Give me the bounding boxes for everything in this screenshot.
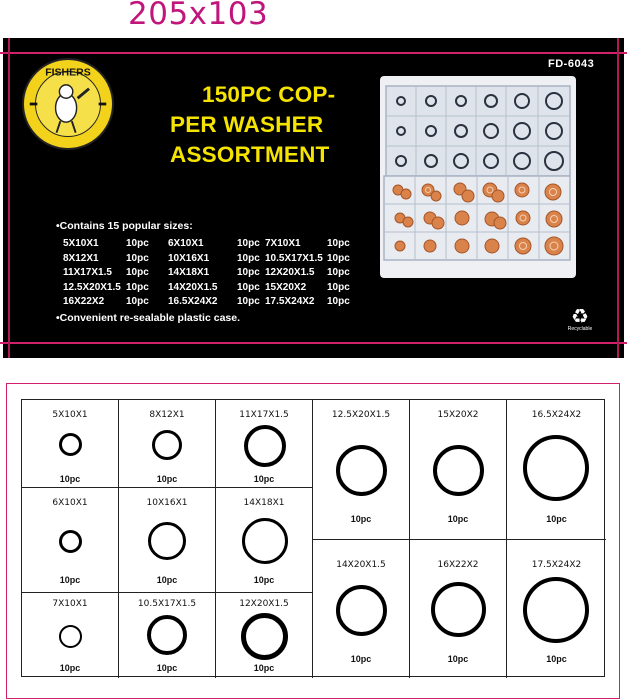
washer-ring	[242, 518, 288, 564]
dimension-label: 205x103	[128, 0, 269, 32]
washer-ring	[147, 615, 187, 655]
qty-text: 10pc	[327, 238, 350, 249]
title-line-2: PER WASHER	[170, 112, 324, 137]
brand-logo	[22, 58, 114, 150]
tray-cell	[507, 540, 606, 678]
tray-cell	[410, 540, 507, 678]
tray-cell	[22, 488, 119, 593]
recycle-icon: ♻	[571, 304, 589, 328]
sizes-row	[63, 295, 350, 310]
tray-cell-size: 14X18X1	[243, 498, 285, 508]
size-text: 16X22X2	[63, 296, 105, 307]
size-text: 11X17X1.5	[63, 267, 112, 278]
qty-text: 10pc	[237, 238, 260, 249]
size-text: 6X10X1	[168, 238, 204, 249]
washer-ring	[59, 433, 82, 456]
washer-ring	[523, 577, 589, 643]
washer-ring	[59, 530, 82, 553]
logo-text: FISHERS	[45, 66, 91, 79]
tray-cell	[507, 400, 606, 540]
tray-cell-qty: 10pc	[253, 575, 275, 585]
recycle-badge	[566, 306, 594, 332]
washer-ring	[336, 585, 387, 636]
qty-text: 10pc	[126, 238, 149, 249]
pink-guide-line-right	[617, 38, 619, 358]
size-text: 7X10X1	[265, 238, 301, 249]
washer-ring	[336, 445, 387, 496]
tray-cell-size: 10X16X1	[146, 498, 188, 508]
tray-cell	[22, 400, 119, 488]
qty-text: 10pc	[237, 267, 260, 278]
washer-ring	[431, 582, 486, 637]
pink-guide-line-top	[0, 52, 627, 54]
tray-cell-qty: 10pc	[546, 514, 567, 524]
tray-cell-qty: 10pc	[156, 575, 178, 585]
tray-cell-size: 12.5X20X1.5	[331, 410, 391, 420]
tray-cell	[119, 400, 216, 488]
tray-cell-qty: 10pc	[59, 575, 81, 585]
size-text: 16.5X24X2	[168, 296, 218, 307]
tray-cell	[216, 400, 313, 488]
size-text: 10X16X1	[168, 252, 210, 264]
tray-cell-size: 11X17X1.5	[239, 410, 289, 420]
tray-cell-qty: 10pc	[546, 654, 567, 664]
tray-cell-size: 7X10X1	[52, 599, 88, 609]
qty-text: 10pc	[126, 296, 149, 307]
tray-cell	[313, 400, 410, 540]
tray-cell	[119, 488, 216, 593]
qty-text: 10pc	[327, 252, 350, 264]
size-text: 14X18X1	[168, 267, 210, 278]
qty-text: 10pc	[327, 281, 350, 293]
tray-cell-size: 10.5X17X1.5	[137, 599, 197, 609]
convenient-note: •Convenient re-sealable plastic case.	[56, 312, 241, 324]
washer-ring	[244, 425, 286, 467]
contains-heading: •Contains 15 popular sizes:	[56, 220, 193, 232]
tray-cell-qty: 10pc	[253, 474, 275, 484]
qty-text: 10pc	[126, 252, 149, 264]
tray-cell-size: 5X10X1	[52, 410, 88, 420]
tray-cell-qty: 10pc	[447, 514, 469, 524]
tray-cell-size: 12X20X1.5	[239, 599, 289, 609]
tray-cell-size: 16X22X2	[437, 560, 479, 570]
tray-cell-qty: 10pc	[59, 474, 81, 484]
product-code: FD-6043	[548, 58, 595, 70]
tray-cell	[216, 488, 313, 593]
tray-cell	[216, 593, 313, 678]
washer-ring	[148, 522, 186, 560]
tray-cell-size: 6X10X1	[52, 498, 88, 508]
size-text: 12.5X20X1.5	[63, 281, 121, 293]
tray-cell-qty: 10pc	[447, 654, 469, 664]
tray-cell	[119, 593, 216, 678]
tray-cell	[313, 540, 410, 678]
size-text: 5X10X1	[63, 238, 99, 249]
size-text: 14X20X1.5	[168, 281, 218, 293]
title-line-1: 150PC COP-	[202, 82, 336, 107]
tray-cell-qty: 10pc	[59, 663, 81, 673]
tray-cell-qty: 10pc	[253, 663, 275, 673]
tray-cell-qty: 10pc	[350, 654, 372, 664]
washer-ring	[59, 625, 82, 648]
qty-text: 10pc	[237, 252, 260, 264]
qty-text: 10pc	[126, 267, 149, 278]
tray-diagram	[21, 399, 605, 677]
recycle-label: Recyclable	[567, 326, 593, 332]
tray-cell-size: 17.5X24X2	[531, 560, 582, 570]
size-text: 15X20X2	[265, 281, 307, 293]
tray-cell-size: 14X20X1.5	[336, 560, 386, 570]
washer-ring	[241, 613, 288, 660]
size-text: 10.5X17X1.5	[265, 252, 323, 264]
sizes-row	[63, 266, 350, 281]
qty-text: 10pc	[126, 281, 149, 293]
washer-ring	[152, 430, 182, 460]
tray-cell-qty: 10pc	[156, 663, 178, 673]
product-title	[170, 80, 350, 170]
sizes-row	[63, 252, 350, 267]
qty-text: 10pc	[327, 296, 350, 307]
size-text: 12X20X1.5	[265, 267, 315, 278]
pink-guide-line-left	[8, 38, 10, 358]
washer-ring	[523, 435, 589, 501]
sizes-table	[63, 237, 350, 310]
tray-cell-size: 15X20X2	[437, 410, 479, 420]
pink-guide-line-bottom	[0, 342, 627, 344]
size-text: 8X12X1	[63, 252, 99, 264]
qty-text: 10pc	[237, 281, 260, 293]
product-photo	[380, 76, 576, 278]
tray-cell	[22, 593, 119, 678]
qty-text: 10pc	[327, 267, 350, 278]
size-text: 17.5X24X2	[265, 296, 315, 307]
tray-cell-size: 8X12X1	[149, 410, 185, 420]
tray-cell	[410, 400, 507, 540]
sizes-row	[63, 281, 350, 296]
title-line-3: ASSORTMENT	[170, 142, 330, 167]
qty-text: 10pc	[237, 296, 260, 307]
tray-cell-qty: 10pc	[156, 474, 178, 484]
tray-cell-size: 16.5X24X2	[531, 410, 582, 420]
tray-cell-qty: 10pc	[350, 514, 372, 524]
washer-ring	[433, 445, 484, 496]
sizes-row	[63, 237, 350, 252]
